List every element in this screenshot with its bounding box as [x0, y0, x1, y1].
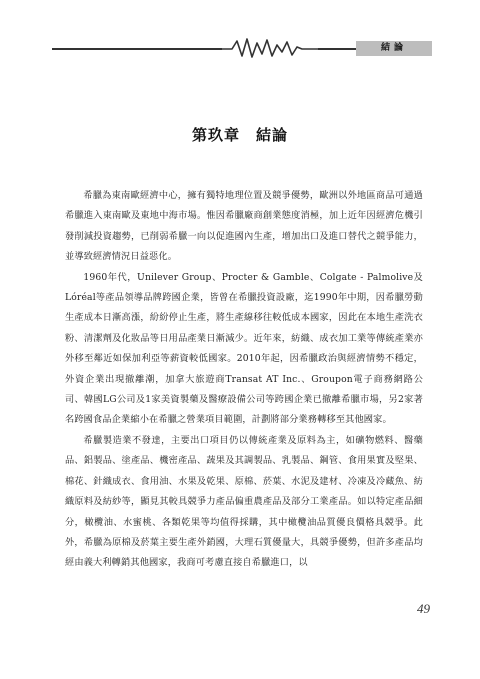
running-header	[52, 37, 432, 59]
chapter-number: 第玖章	[191, 126, 240, 144]
section-label: 結論	[356, 41, 432, 56]
page-number: 49	[417, 601, 430, 616]
paragraph-intro: 希臘為東南歐經濟中心，擁有獨特地理位置及競爭優勢，歐洲以外地區商品可通過希臘進入東南歐及東地中海市場。惟因希臘廠商創業態度消極，加上近年因經濟危機引發削減投資趨勢，已削弱希臘一向以促進國內生產，增加出口及進口替代之競爭能力，並導致經濟情況日益惡化。	[65, 190, 423, 263]
paragraph-multinationals: 1960年代，Unilever Group、Procter & Gamble、Colgate - Palmolive及Lóréal等產品領導品牌跨國企業，皆曾在希臘投資設廠，迄1990年中期，因希臘勞動生產成本日漸高漲，紛紛停止生產，將生產線移往較低成本國家，因此在本地生產洗衣粉、清潔劑及化妝品等日用品產業日漸減少。近年來，紡織、成衣加工業等傳統產業亦外移至鄰近如保加利亞等薪資較低國家。2010年起，因希臘政治與經濟情勢不穩定，外資企業出現撤離潮，加拿大旅遊商Transat AT Inc.、Groupon電子商務網路公司、韓國LG公司及1家美資製藥及醫療設備公司等跨國企業已撤離希臘市場，另2家著名跨國食品企業縮小在希臘之營業項目範圍，計劃將部分業務轉移至其他國家。	[65, 271, 423, 426]
chapter-name: 結論	[256, 126, 289, 144]
heartbeat-wave-icon	[220, 37, 320, 59]
paragraph-exports: 希臘製造業不發達，主要出口項目仍以傳統產業及原料為主，如礦物燃料、醫藥品、鋁製品、塗產品、機密產品、蔬果及其調製品、乳製品、鋼管、食用果實及堅果、棉花、針織成衣、食用油、水果及乾果、原棉、菸葉、水泥及建材、冷凍及冷藏魚、紡織原料及紡紗等，顯見其較具競爭力產品偏重農產品及部分工業產品。如以特定產品細分，橄欖油、水蜜桃、各類乾果等均值得採購，其中橄欖油品質優良價格具競爭。此外，希臘為原棉及菸葉主要生產外銷國，大理石質優量大，具競爭優勢，但許多產品均經由義大利轉銷其他國家，我商可考慮直接自希臘進口，以	[65, 434, 423, 569]
header-rule-left	[52, 48, 222, 50]
chapter-body	[65, 186, 423, 574]
chapter-title	[0, 124, 480, 145]
header-rule-right	[318, 48, 356, 50]
